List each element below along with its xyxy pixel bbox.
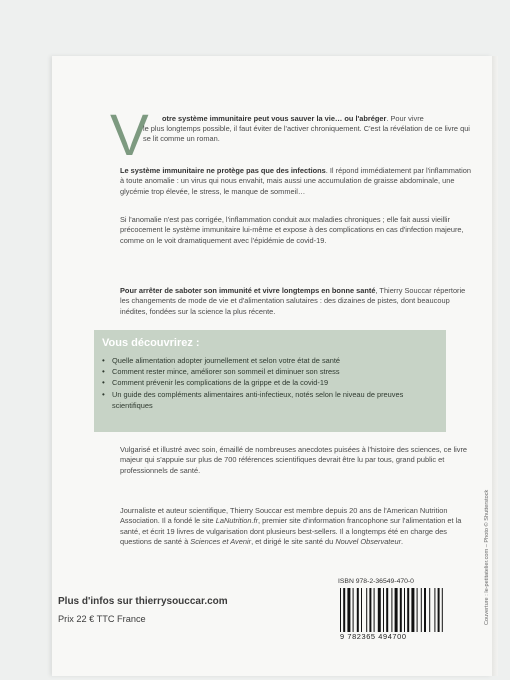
intro-bold: otre système immunitaire peut vous sauver la vie… ou l'abréger	[162, 114, 387, 123]
intro-first-line-rest: . Pour vivre	[386, 114, 424, 123]
paragraph-immune-rest: . Il répond immédiatement par l'inflammation à toute anomalie : un virus qui nous envahit, mais aussi une accumulation de graisse abdominale, une glycémie trop élevée, le stress, le manque de sommeil…	[120, 166, 471, 196]
bullet-icon: •	[102, 389, 105, 399]
paragraph-immunity-bold: Pour arrêter de saboter son immunité et vivre longtemps en bonne santé	[120, 286, 376, 295]
paragraph-inflammation: Si l'anomalie n'est pas corrigée, l'inflammation conduit aux maladies chroniques ; elle fait aussi vieillir précocement le système immunitaire lui-même et expose à des complications en cas d'infection majeure, comme on le voit dramatiquement avec l'épidémie de covid-19.	[120, 215, 464, 245]
book-page-edge	[492, 56, 498, 676]
paragraph-author-bio: Journaliste et auteur scientifique, Thierry Souccar est membre depuis 20 ans de l'American Nutrition Association. Il a fondé le site LaNutrition.fr, premier site d'information francophone sur l'alimentation et la santé, et écrit 19 livres de vulgarisation dont plusieurs best-sellers. Il a longtemps été en charge des questions de santé à Sciences et Avenir, et dirigé le site santé du Nouvel Observateur.	[120, 506, 462, 547]
barcode-number: 9 782365 494700	[340, 632, 407, 641]
list-item: • Quelle alimentation adopter journellement et selon votre état de santé	[102, 356, 341, 365]
discover-list	[102, 355, 442, 411]
paragraph-immune-system	[120, 166, 472, 197]
bullet-icon: •	[102, 367, 105, 377]
discover-box	[94, 330, 446, 432]
bullet-icon: •	[102, 378, 105, 388]
bullet-icon: •	[102, 356, 105, 365]
site-name: LaNutrition.fr	[215, 516, 259, 526]
dropcap-letter: V	[110, 103, 149, 168]
intro-paragraph-rest: le plus longtemps possible, il faut éviter de l'activer chroniquement. C'est la révélation de ce livre qui se lit comme un roman.	[143, 124, 470, 144]
intro-first-line	[162, 114, 470, 124]
magazine-name-2: Nouvel Observateur	[335, 537, 402, 547]
paragraph-summary: Vulgarisé et illustré avec soin, émaillé de nombreuses anecdotes puisées à l'histoire des sciences, ce livre majeur qui s'appuie sur plus de 700 références scientifiques devrait être lu par tous, grand public et professionnels de santé.	[120, 445, 468, 475]
list-item: • Comment prévenir les complications de la grippe et de la covid-19	[102, 378, 329, 388]
paragraph-immunity	[120, 286, 472, 317]
more-info-link: Plus d'infos sur thierrysouccar.com	[58, 596, 228, 607]
cover-credit: Couverture : le-petitatelier.com – Photo © Shutterstock	[484, 489, 490, 625]
list-item: • Comment rester mince, améliorer son sommeil et diminuer son stress	[102, 367, 340, 377]
barcode-icon	[338, 588, 464, 632]
paragraph-immunity-rest: , Thierry Souccar répertorie les changements de mode de vie et d'alimentation salutaires : des dizaines de pistes, dont beaucoup inédites, fondées sur la science la plus récente.	[120, 286, 466, 316]
discover-title: Vous découvrirez :	[102, 337, 200, 349]
price: Prix 22 € TTC France	[58, 614, 146, 624]
magazine-name: Sciences et Avenir	[190, 537, 252, 547]
isbn-label: ISBN 978-2-36549-470-0	[338, 578, 414, 585]
list-item: • Un guide des compléments alimentaires anti-infectieux, notés selon le niveau de preuves scientifiques	[102, 389, 404, 410]
paragraph-immune-bold: Le système immunitaire ne protège pas que des infections	[120, 166, 326, 175]
